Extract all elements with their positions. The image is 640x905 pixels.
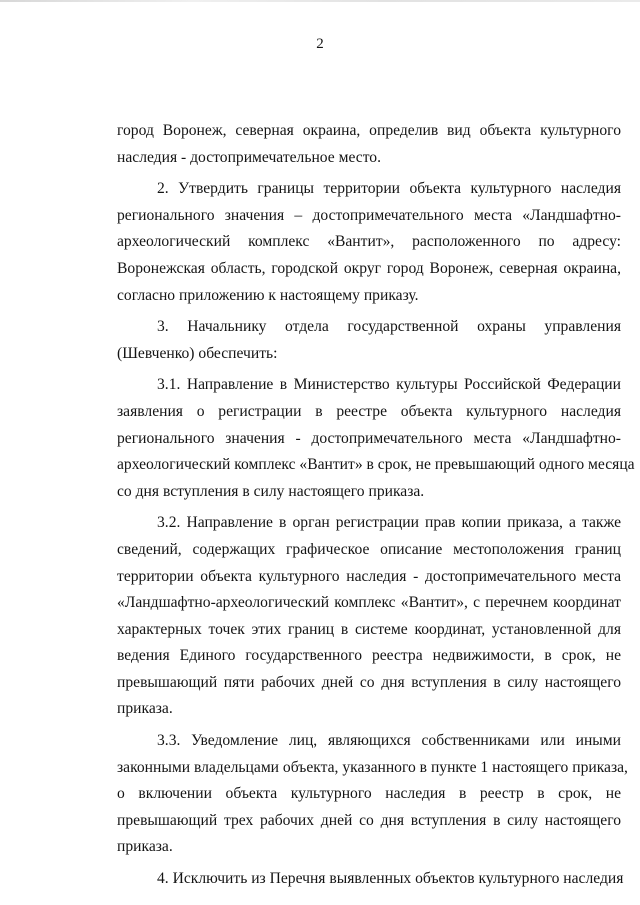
text-line: Воронежская область, городской округ город Воронеж, северная окраина, <box>117 259 621 277</box>
text-line: о включении объекта культурного наследия в реестр в срок, не <box>117 785 621 803</box>
text-line: 4. Исключить из Перечня выявленных объектов культурного наследия <box>157 870 624 888</box>
page-number: 2 <box>316 36 324 52</box>
text-line: со дня вступления в силу настоящего приказа. <box>117 482 425 500</box>
text-line: 3.3. Уведомление лиц, являющихся собственниками или иными <box>157 732 621 750</box>
text-line: археологический комплекс «Вантит», расположенного по адресу: <box>117 233 621 251</box>
text-line: город Воронеж, северная окраина, определив вид объекта культурного <box>117 122 621 139</box>
text-line: приказа. <box>117 700 173 718</box>
text-line: 3.2. Направление в орган регистрации прав копии приказа, а также <box>157 514 621 532</box>
paragraph-continuation <box>117 118 621 171</box>
text-line: (Шевченко) обеспечить: <box>117 344 278 362</box>
text-line: заявления о регистрации в реестре объекта культурного наследия <box>117 402 621 420</box>
text-line: 3. Начальнику отдела государственной охраны управления <box>157 318 621 336</box>
document-body <box>117 118 635 893</box>
paragraph-item-2 <box>117 176 621 309</box>
paragraph-item-3 <box>117 314 621 367</box>
text-line: наследия - достопримечательное место. <box>117 148 382 166</box>
text-line: археологический комплекс «Вантит» в срок, не превышающий одного месяца <box>117 456 635 474</box>
text-line: территории объекта культурного наследия - достопримечательного места <box>117 567 621 585</box>
text-line: регионального значения – достопримечательного места «Ландшафтно- <box>117 206 621 224</box>
text-line: 2. Утвердить границы территории объекта культурного наследия <box>157 180 621 198</box>
text-line: «Ландшафтно-археологический комплекс «Вантит», с перечнем координат <box>117 594 621 612</box>
text-line: характерных точек этих границ в системе координат, установленной для <box>117 620 621 638</box>
paragraph-item-3-2 <box>117 510 621 723</box>
text-line: согласно приложению к настоящему приказу. <box>117 286 419 304</box>
text-line: ведения Единого государственного реестра недвижимости, в срок, не <box>117 647 621 665</box>
text-line: превышающий трех рабочих дней со дня вступления в силу настоящего <box>117 811 621 829</box>
text-line: регионального значения - достопримечательного места «Ландшафтно- <box>117 429 621 447</box>
text-line: законными владельцами объекта, указанного в пункте 1 настоящего приказа, <box>117 758 628 776</box>
text-line: сведений, содержащих графическое описание местоположения границ <box>117 540 621 558</box>
paragraph-item-3-1 <box>117 372 635 505</box>
text-line: 3.1. Направление в Министерство культуры Российской Федерации <box>157 376 621 394</box>
text-line: приказа. <box>117 838 173 856</box>
paragraph-item-3-3 <box>117 728 628 861</box>
paragraph-item-4 <box>117 866 624 893</box>
text-line: превышающий пяти рабочих дней со дня вступления в силу настоящего <box>117 673 621 691</box>
scan-edge <box>0 0 640 2</box>
